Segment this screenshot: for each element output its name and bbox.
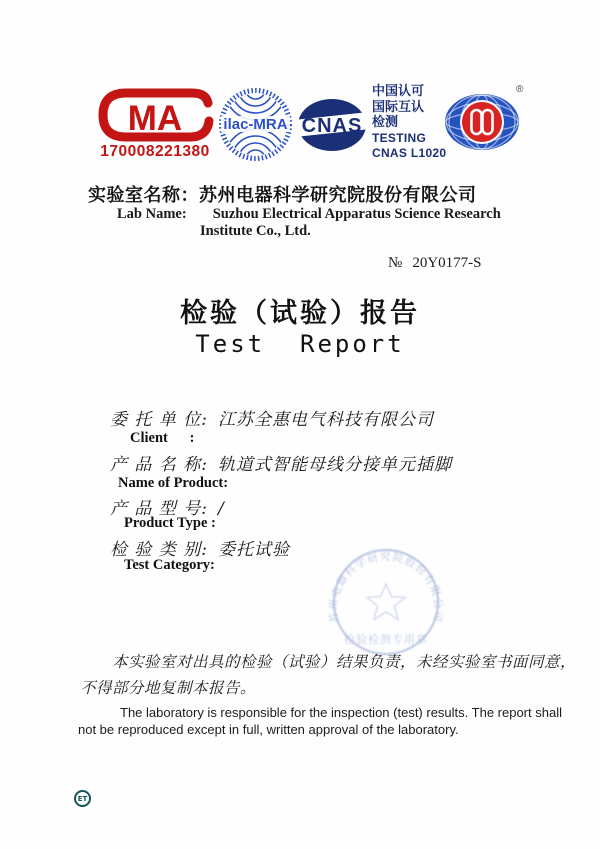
field-product-name-label-en: Name of Product: xyxy=(118,475,229,491)
official-stamp xyxy=(320,546,452,658)
report-number-value: 20Y0177-S xyxy=(412,255,482,271)
globe-logo xyxy=(443,87,521,157)
cma-letters: MA xyxy=(127,99,183,138)
report-title-zh: 检验（试验）报告 xyxy=(180,298,420,329)
report-number-prefix: № xyxy=(388,255,403,271)
registered-trademark-mark: ® xyxy=(516,84,524,95)
field-client-label: 委 托 单 位: xyxy=(110,410,208,430)
accreditation-line: 检测 xyxy=(372,115,399,130)
statement-zh-line1: 本实验室对出具的检验（试验）结果负责，未经实验室书面同意， xyxy=(112,653,577,671)
cnas-label: CNAS xyxy=(301,115,363,137)
field-test-category-value: 委托试验 xyxy=(217,540,290,560)
lab-name-en-line1 xyxy=(117,206,501,223)
accreditation-line: 国际互认 xyxy=(372,99,425,115)
accreditation-text xyxy=(372,84,446,162)
accreditation-line: CNAS L1020 xyxy=(372,146,447,160)
lab-name-value-zh: 苏州电器科学研究院股份有限公司 xyxy=(199,185,477,206)
field-client-zh xyxy=(110,405,434,430)
field-product-type-label-en: Product Type : xyxy=(124,515,216,531)
field-product-type-label: 产 品 型 号: xyxy=(110,499,208,519)
stamp-arc-text: 苏州电器科学研究院股份有限公司 xyxy=(327,551,445,624)
field-product-type-value: / xyxy=(217,499,225,519)
cma-number: 170008221380 xyxy=(100,143,210,160)
accreditation-line: TESTING xyxy=(372,130,427,145)
statement-en-line1: The laboratory is responsible for the inspection (test) results. The report shall xyxy=(120,705,562,720)
report-number xyxy=(388,255,481,272)
field-product-name-zh xyxy=(110,450,452,475)
stamp-bottom-text: 检验检测专用章 xyxy=(344,633,428,646)
field-product-name-label: 产 品 名 称: xyxy=(110,455,208,475)
lab-name-zh xyxy=(88,181,477,207)
lab-name-en-line2: Institute Co., Ltd. xyxy=(200,223,311,239)
lab-name-label-zh: 实验室名称： xyxy=(88,185,199,206)
lab-name-value-en: Suzhou Electrical Apparatus Science Research xyxy=(212,206,501,222)
ilac-mra-logo xyxy=(219,87,292,162)
field-client-value: 江苏全惠电气科技有限公司 xyxy=(217,410,434,430)
statement-en-line2: not be reproduced except in full, written approval of the laboratory. xyxy=(78,722,459,737)
accreditation-line: 中国认可 xyxy=(372,84,425,99)
field-test-category-label-en: Test Category: xyxy=(124,557,215,573)
lab-name-label-en: Lab Name: xyxy=(117,206,187,222)
cma-logo xyxy=(96,86,214,144)
report-title-en: Test Report xyxy=(195,330,405,358)
field-client-label-en: Client : xyxy=(130,430,195,446)
cnas-logo xyxy=(296,94,368,156)
statement-zh-line2: 不得部分地复制本报告。 xyxy=(80,679,257,697)
binding-mark: ET xyxy=(74,790,91,807)
ilac-mra-label: ilac-MRA xyxy=(223,116,288,133)
field-product-name-value: 轨道式智能母线分接单元插脚 xyxy=(217,455,452,475)
field-test-category-label: 检 验 类 别: xyxy=(110,540,208,560)
